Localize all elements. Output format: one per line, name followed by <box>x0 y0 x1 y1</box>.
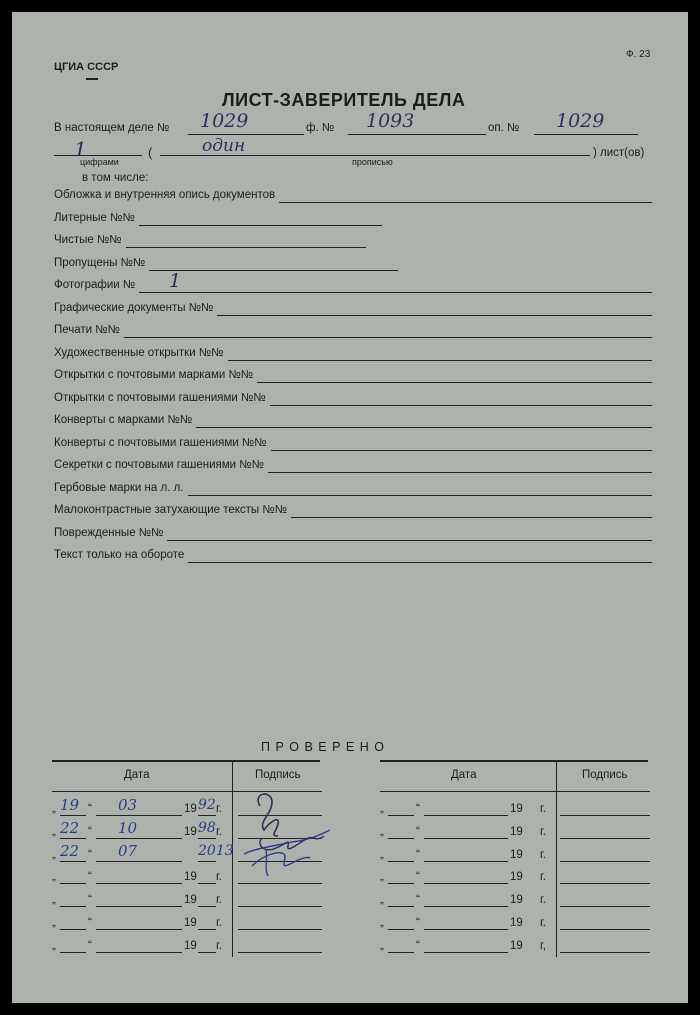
quote-close: “ <box>88 894 92 907</box>
year-prefix: 19 <box>510 803 523 815</box>
item-value: 1 <box>169 270 182 292</box>
signature-marks <box>238 784 338 894</box>
month-line <box>424 952 508 953</box>
item-label: Пропущены №№ <box>54 256 146 269</box>
date-year: 98 <box>198 819 216 836</box>
year-prefix: 19 <box>184 939 197 952</box>
day-line <box>388 838 414 839</box>
year-suffix: г, <box>540 939 546 952</box>
archive-code: ЦГИА СССР <box>54 61 119 73</box>
date-day: 22 <box>60 818 80 837</box>
right-table-header-rule <box>380 791 650 792</box>
item-label: Открытки с почтовыми марками №№ <box>54 369 254 381</box>
signature-line <box>560 929 650 930</box>
quote-close: “ <box>88 848 92 861</box>
date-year: 92 <box>198 797 216 813</box>
item-label: Обложка и внутренняя опись документов <box>54 189 276 201</box>
year-suffix: г. <box>216 894 222 907</box>
signature-line <box>238 929 322 930</box>
year-suffix: г. <box>216 917 222 929</box>
opis-number-line <box>534 134 638 135</box>
item-fill-line <box>124 337 652 338</box>
form-code: Ф. 23 <box>626 49 651 60</box>
quote-open: „ <box>380 917 384 929</box>
signature-line <box>560 952 650 953</box>
year-line <box>198 838 216 839</box>
year-suffix: г. <box>540 894 546 907</box>
year-suffix: г. <box>216 825 222 838</box>
case-label: В настоящем деле № <box>54 122 170 134</box>
signature-line <box>560 838 650 839</box>
month-line <box>96 883 182 884</box>
year-line <box>198 815 216 816</box>
quote-close: “ <box>88 871 92 884</box>
quote-open: „ <box>380 939 384 952</box>
sheet-count-digits: 1 <box>74 137 87 161</box>
item-fill-line <box>139 292 652 293</box>
item-label: Текст только на обороте <box>54 549 185 561</box>
quote-open: „ <box>52 917 56 929</box>
item-label: Поврежденные №№ <box>54 526 164 539</box>
year-prefix: 19 <box>510 871 523 884</box>
year-line <box>198 929 216 930</box>
quote-close: “ <box>416 894 420 907</box>
quote-close: “ <box>416 917 420 929</box>
year-suffix: г. <box>216 939 222 952</box>
quote-open: „ <box>52 871 56 884</box>
year-line <box>198 906 216 907</box>
item-fill-line <box>188 562 652 563</box>
opis-number: 1029 <box>556 110 605 132</box>
item-label: Фотографии № <box>54 279 136 291</box>
day-line <box>60 815 86 816</box>
signature-line <box>238 906 322 907</box>
item-fill-line <box>149 270 398 271</box>
digits-line <box>54 155 142 156</box>
year-suffix: г. <box>540 825 546 838</box>
day-line <box>60 952 86 953</box>
digits-caption: цифрами <box>80 157 119 167</box>
right-date-header: Дата <box>451 769 477 781</box>
quote-open: „ <box>52 939 56 952</box>
fond-label: ф. № <box>306 122 335 134</box>
day-line <box>388 861 414 862</box>
item-label: Конверты с почтовыми гашениями №№ <box>54 436 267 449</box>
item-label: Графические документы №№ <box>54 301 214 314</box>
quote-open: „ <box>380 848 384 861</box>
year-suffix: г. <box>540 848 546 861</box>
item-fill-line <box>228 360 652 361</box>
date-day: 22 <box>60 841 80 860</box>
signature-line <box>560 883 650 884</box>
item-fill-line <box>271 450 652 451</box>
month-line <box>96 952 182 953</box>
year-prefix: 19 <box>184 825 197 838</box>
left-table-top-rule <box>52 760 320 762</box>
date-month: 03 <box>118 796 138 814</box>
item-fill-line <box>270 405 652 406</box>
month-line <box>424 929 508 930</box>
right-table-top-rule <box>380 760 648 762</box>
quote-close: “ <box>416 939 420 952</box>
day-line <box>388 929 414 930</box>
day-line <box>60 906 86 907</box>
words-caption: прописью <box>352 157 393 167</box>
item-fill-line <box>291 517 652 518</box>
year-prefix: 19 <box>184 917 197 929</box>
year-prefix: 19 <box>184 803 197 815</box>
archive-underline <box>86 78 98 80</box>
signature-line <box>560 861 650 862</box>
item-fill-line <box>279 202 652 203</box>
item-label: Открытки с почтовыми гашениями №№ <box>54 391 266 404</box>
day-line <box>60 861 86 862</box>
quote-close: “ <box>88 939 92 952</box>
month-line <box>96 815 182 816</box>
signature-line <box>560 815 650 816</box>
quote-close: “ <box>88 803 92 815</box>
fond-number-line <box>348 134 486 135</box>
year-prefix: 19 <box>510 825 523 838</box>
item-fill-line <box>196 427 652 428</box>
month-line <box>96 929 182 930</box>
year-line <box>198 883 216 884</box>
open-paren: ( <box>148 145 153 160</box>
date-year: 2013 <box>198 842 234 859</box>
month-line <box>424 906 508 907</box>
year-prefix: 19 <box>510 917 523 929</box>
quote-open: „ <box>380 803 384 815</box>
case-number: 1029 <box>200 110 249 132</box>
fond-number: 1093 <box>366 110 415 132</box>
item-label: Чистые №№ <box>54 234 122 246</box>
day-line <box>60 838 86 839</box>
year-suffix: г. <box>216 803 222 815</box>
item-fill-line <box>167 540 652 541</box>
quote-close: “ <box>416 803 420 815</box>
item-fill-line <box>188 495 652 496</box>
year-suffix: г. <box>540 803 546 815</box>
date-month: 07 <box>118 841 138 860</box>
item-label: Печати №№ <box>54 324 120 336</box>
year-suffix: г. <box>540 871 546 884</box>
left-signature-header: Подпись <box>255 769 301 781</box>
month-line <box>96 906 182 907</box>
signature-line <box>560 906 650 907</box>
quote-close: “ <box>88 825 92 838</box>
day-line <box>60 883 86 884</box>
item-fill-line <box>217 315 652 316</box>
quote-open: „ <box>380 871 384 884</box>
day-line <box>388 906 414 907</box>
item-label: Конверты с марками №№ <box>54 414 193 426</box>
year-prefix: 19 <box>184 871 197 884</box>
quote-open: „ <box>52 803 56 815</box>
item-label: Гербовые марки на л. л. <box>54 481 184 494</box>
day-line <box>388 815 414 816</box>
month-line <box>424 815 508 816</box>
year-prefix: 19 <box>184 894 197 907</box>
quote-close: “ <box>416 848 420 861</box>
year-prefix: 19 <box>510 894 523 907</box>
sheet-count-words: один <box>202 136 246 156</box>
year-line <box>198 861 216 862</box>
including-label: в том числе: <box>82 172 149 184</box>
page-title: ЛИСТ-ЗАВЕРИТЕЛЬ ДЕЛА <box>222 90 466 110</box>
quote-open: „ <box>52 848 56 861</box>
case-number-line <box>188 134 304 135</box>
quote-open: „ <box>52 825 56 838</box>
signature-line <box>238 952 322 953</box>
left-date-header: Дата <box>124 769 150 781</box>
date-month: 10 <box>118 818 138 837</box>
sheet-count-suffix: ) лист(ов) <box>593 147 645 159</box>
day-line <box>60 929 86 930</box>
item-fill-line <box>257 382 652 383</box>
month-line <box>424 883 508 884</box>
year-suffix: г. <box>216 871 222 884</box>
day-line <box>388 883 414 884</box>
month-line <box>424 861 508 862</box>
month-line <box>96 838 182 839</box>
date-day: 19 <box>60 796 80 814</box>
right-signature-header: Подпись <box>582 769 628 781</box>
item-fill-line <box>268 472 652 473</box>
opis-label: оп. № <box>488 122 520 134</box>
quote-close: “ <box>416 871 420 884</box>
quote-close: “ <box>416 825 420 838</box>
item-fill-line <box>126 247 366 248</box>
record-sheet <box>12 12 688 1003</box>
item-label: Литерные №№ <box>54 211 135 224</box>
year-line <box>198 952 216 953</box>
left-table-divider <box>232 762 233 957</box>
month-line <box>96 861 182 862</box>
quote-open: „ <box>380 894 384 907</box>
day-line <box>388 952 414 953</box>
quote-close: “ <box>88 917 92 929</box>
item-label: Секретки с почтовыми гашениями №№ <box>54 459 264 471</box>
checked-title: П Р О В Е Р Е Н О <box>261 740 385 754</box>
month-line <box>424 838 508 839</box>
year-prefix: 19 <box>510 939 523 952</box>
right-table-divider <box>556 762 557 957</box>
year-suffix: г. <box>540 917 546 929</box>
quote-open: „ <box>52 894 56 907</box>
item-label: Художественные открытки №№ <box>54 346 224 359</box>
quote-open: „ <box>380 825 384 838</box>
item-fill-line <box>139 225 382 226</box>
item-label: Малоконтрастные затухающие тексты №№ <box>54 504 288 516</box>
year-prefix: 19 <box>510 848 523 861</box>
